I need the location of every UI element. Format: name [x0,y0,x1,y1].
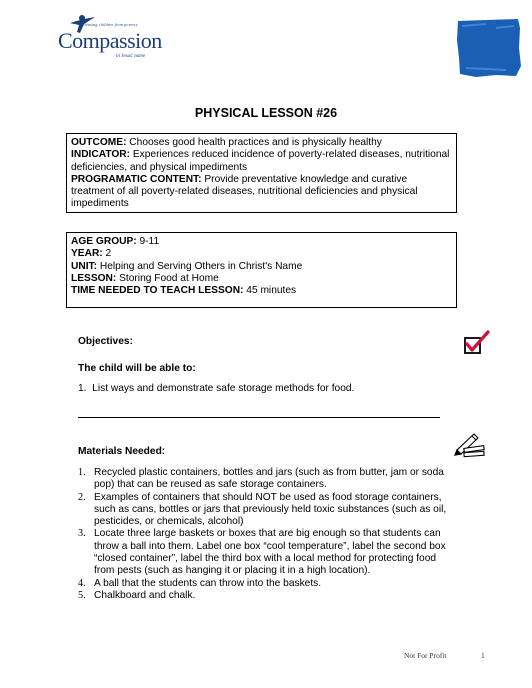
age-group-value: 9-11 [136,236,160,247]
logo-tagline: Releasing children from poverty [80,22,138,27]
compassion-logo [58,22,178,68]
item-number: 4. [78,577,86,589]
outcome-text: Chooses good health practices and is physically healthy [126,137,382,148]
unit-line [71,261,452,273]
lesson-info-box [66,232,457,308]
item-text: A ball that the students can throw into the baskets. [94,577,322,589]
outcome-label: OUTCOME: [71,137,127,148]
objective-text: List ways and demonstrate safe storage methods for food. [92,383,355,394]
section-divider [78,417,440,418]
indicator-label: INDICATOR: [71,149,131,161]
list-item [78,590,448,602]
item-number: 5. [78,589,86,601]
indicator-text: Experiences reduced incidence of poverty-related diseases, nutritional deficiencies, and physical impediments [71,149,450,173]
objectives-lead: The child will be able to: [78,363,196,374]
logo-subtitle: in Jesus' name [116,54,146,59]
item-text: Recycled plastic containers, bottles and jars (such as from butter, jam or soda pop) that can be reused as safe storage containers. [94,467,444,491]
outcome-line [71,137,452,149]
objective-item [78,382,354,395]
outcome-box [66,133,457,213]
materials-heading: Materials Needed: [78,446,166,457]
item-text: Locate three large baskets or boxes that are big enough so that students can throw a ball into them. Label one box “cool temperature”, label the second box “closed container”, label the third box with a local method for protecting food from pests (such as hanging it or placing it in a high location). [94,528,446,577]
list-item [78,528,448,577]
unit-label: UNIT: [71,260,98,272]
objectives-heading: Objectives: [78,336,133,347]
logo-wordmark: Compassion [58,28,162,53]
list-item [78,578,448,590]
blue-brush-block [456,18,522,78]
objective-number: 1. [78,383,87,394]
list-item [78,492,448,529]
year-value: 2 [102,248,112,260]
materials-list [78,467,448,602]
age-group-line [71,236,452,248]
checkbox-check-icon [463,330,491,356]
age-group-label: AGE GROUP: [71,236,137,247]
footer-note: Not For Profit [404,651,447,660]
time-value: 45 minutes [243,285,297,297]
item-text: Examples of containers that should NOT be used as food storage containers, such as cans, bottles or jars that previously held toxic substances (such as oil, pesticides, or chemicals, alcohol) [94,491,447,528]
year-label: YEAR: [71,248,103,260]
time-label: TIME NEEDED TO TEACH LESSON: [71,285,244,297]
page-title: PHYSICAL LESSON #26 [194,106,338,120]
programatic-label: PROGRAMATIC CONTENT: [71,173,202,185]
year-line [71,248,452,260]
time-line [71,285,452,297]
programatic-line [71,174,452,211]
lesson-label: LESSON: [71,272,117,284]
lesson-value: Storing Food at Home [116,272,219,284]
list-item [78,467,448,492]
pencil-crayon-icon [452,430,488,458]
item-number: 3. [78,528,86,540]
unit-value: Helping and Serving Others in Christ's Name [97,260,303,272]
item-number: 2. [78,491,86,503]
lesson-line [71,273,452,285]
programatic-text: Provide preventative knowledge and curative treatment of all poverty-related diseases, nutritional deficiencies and physical impediments [71,173,418,210]
item-number: 1. [78,467,86,478]
item-text: Chalkboard and chalk. [94,589,196,601]
page-number: 1 [481,651,485,660]
indicator-line [71,149,452,174]
